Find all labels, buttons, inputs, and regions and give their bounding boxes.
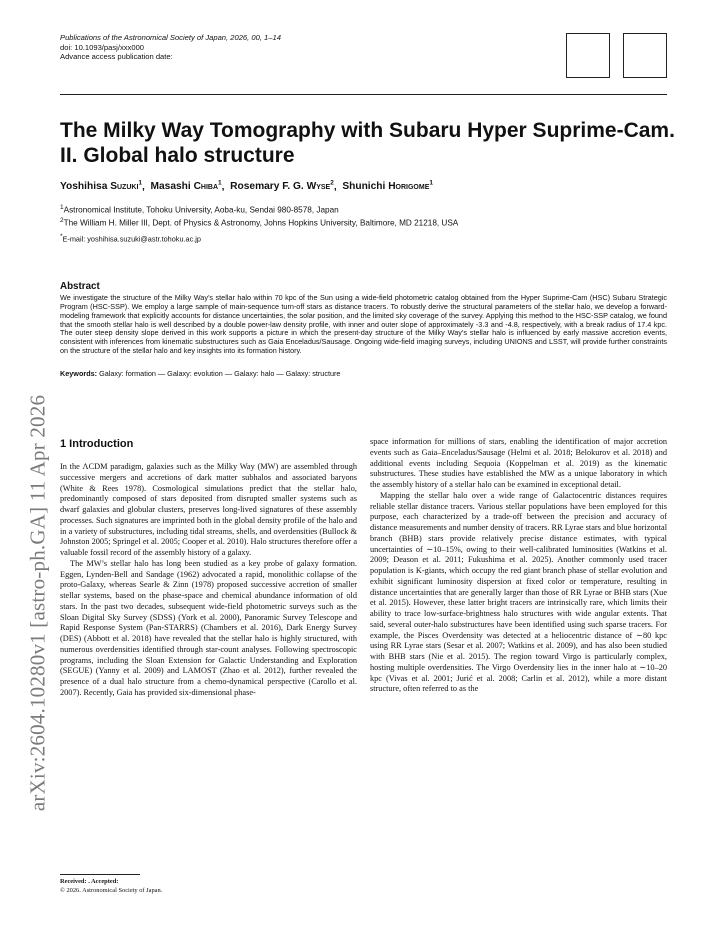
paragraph: In the ΛCDM paradigm, galaxies such as the Milky Way (MW) are assembled through successive mergers and accretions of dark matter subhalos and associated baryons (White & Rees 1978). Cosmological simulations predict that the stellar halo, predominantly composed of stars deposited from disrupted smaller systems such as dwarf galaxies and globular clusters, preserves long-lived signatures of these assembly processes. Such signatures are imprinted both in the global density profile of the halo and in a variety of substructures, including tidal streams, shells, and overdensities (Bullock & Johnston 2005; Springel et al. 2005; Cooper et al. 2010). Halo structures therefore offer a valuable fossil record of the assembly history of a galaxy. — [60, 462, 358, 557]
abstract-heading: Abstract — [60, 281, 100, 292]
footer-rule — [60, 874, 140, 875]
author: Masashi Chiba$^1$ — [150, 180, 222, 193]
header-rule — [60, 94, 667, 95]
right-column — [370, 437, 667, 695]
paragraph: Mapping the stellar halo over a wide range of Galactocentric distances requires reliable stellar distance tracers. Various stellar populations have been employed for this purpose, each characterized by a trade-off between the precision and accuracy of distance measurements and number density of tracers. RR Lyrae stars and blue horizontal branch (BHB) stars provide relatively precise distance estimates, with typical uncertainties of ∼10–15%, owing to their well-calibrated luminosities (Watkins et al. 2009; Deason et al. 2011; Fukushima et al. 2025). Another commonly used tracer population is K-giants, which occupy the red giant branch phase of stellar evolution and exhibit significant luminosity dispersion at fixed color or temperature, resulting in distance uncertainties that are generally larger than those of RR Lyrae or BHB stars (Xue et al. 2015). However, these latter bright tracers are intrinsically rare, which limits their ability to trace low-surface-brightness halo structures with wide angular extents. That said, several outer-halo substructures have been identified using such sparse tracers. For example, the Pisces Overdensity was detected at a heliocentric distance of ∼80 kpc using RR Lyrae stars (Sesar et al. 2007; Watkins et al. 2009), and has also been studied with BHB stars (Nie et al. 2015). The region toward Virgo is particularly complex, hosting multiple overdensities. The Virgo Overdensity lies in the inner halo at ∼10–20 kpc (Vivas et al. 2001; Jurić et al. 2008; Carlin et al. 2012), while a more distant structure, often referred to as the — [370, 490, 667, 694]
paper-title: The Milky Way Tomography with Subaru Hyper Suprime-Cam. II. Global halo structure — [60, 119, 675, 167]
corresponding-email: *E-mail: yoshihisa.suzuki@astr.tohoku.ac.jp — [60, 233, 201, 244]
author: Shunichi Horigome$^1$ — [342, 180, 434, 193]
author: Yoshihisa Suzuki$^1$ — [60, 180, 143, 193]
affiliation: $^1$Astronomical Institute, Tohoku University, Aoba-ku, Sendai 980-8578, Japan — [60, 204, 339, 215]
paragraph: space information for millions of stars, enabling the identification of major accretion events such as Gaia–Enceladus/Sausage (Helmi et al. 2018; Belokurov et al. 2018) and additional events including Sequoia (Koppelman et al. 2019) as the kinematic substructures. These studies have established the MW as a unique laboratory in which the assembly history of a stellar halo can be examined in exceptional detail. — [370, 437, 667, 489]
arxiv-stamp: arXiv:2604.10280v1 [astro-ph.GA] 11 Apr 2026 — [25, 394, 50, 812]
keywords: Keywords: Galaxy: formation — Galaxy: evolution — Galaxy: halo — Galaxy: structure — [60, 369, 341, 378]
author-list: Yoshihisa Suzuki$^1$, Masashi Chiba$^1$, Rosemary F. G. Wyse$^2$, Shunichi Horigome$^1$ — [60, 180, 434, 193]
journal-citation: Publications of the Astronomical Society of Japan, 2026, 00, 1–14 — [60, 33, 281, 42]
journal-logo-box-1 — [566, 33, 610, 78]
author: Rosemary F. G. Wyse$^2$ — [230, 180, 334, 193]
received-accepted: Received: . Accepted: — [60, 878, 119, 885]
affiliation: $^2$The William H. Miller III, Dept. of Physics & Astronomy, Johns Hopkins University, Baltimore, MD 21218, USA — [60, 217, 459, 229]
advance-access-date: Advance access publication date: — [60, 52, 173, 62]
section-title: 1 Introduction — [60, 438, 134, 450]
affiliations — [60, 203, 458, 230]
journal-header — [60, 33, 281, 62]
doi: doi: 10.1093/pasj/xxx000 — [60, 42, 145, 52]
journal-logo-box-2 — [623, 33, 667, 78]
copyright: © 2026. Astronomical Society of Japan. — [60, 887, 163, 894]
paragraph: The MW’s stellar halo has long been studied as a key probe of galaxy formation. Eggen, Lynden-Bell and Sandage (1962) advocated a rapid, monolithic collapse of the proto-Galaxy, whereas Searle & Zinn (1978) proposed successive accretion of smaller stellar systems, based on the phase-space and chemical abundance information of old stars. In the past two decades, subsequent wide-field photometric surveys such as the Sloan Digital Sky Survey (SDSS) (York et al. 2000), Panoramic Survey Telescope and Rapid Response System (Pan-STARRS) (Chambers et al. 2016), Dark Energy Survey (DES) (Abbott et al. 2018) have revealed that the stellar halo is highly structured, with numerous overdensities identified through star-count analyses. Following spectroscopic programs, including the Sloan Extension for Galactic Understanding and Exploration (SEGUE) (Yanny et al. 2009) and LAMOST (Zhao et al. 2012), further revealed the presence of a dual halo structure from a chemo-dynamical perspective (Carollo et al. 2007). Recently, Gaia has provided six-dimensional phase- — [60, 558, 357, 697]
footer — [60, 877, 162, 895]
abstract-text: We investigate the structure of the Milky Way’s stellar halo within 70 kpc of the Sun using a wide-field photometric catalog obtained from the Hyper Suprime-Cam (HSC) Subaru Strategic Program (HSC-SSP). We employ a large sample of main-sequence turn-off stars as distance tracers. To robustly derive the structural parameters of the stellar halo, we develop a forward-modeling framework that explicitly accounts for distance uncertainties, the solar position, and the limited sky coverage of the survey. Applying this method to the HSC-SSP catalog, we found that the smooth stellar halo is well described by a double power-law density profile, with inner and outer slope of approximately -3.3 and -4.8, respectively, with a break radius of 17.4 kpc. The outer steep density slope derived in this work supports a picture in which the present-day structure of the Milky Way’s stellar halo is influenced by early massive accretion events, consistent with inferences from kinematic substructures such as Gaia Enceladus/Sausage. Ongoing wide-field imaging surveys, including UNIONS and LSST, will provide further constraints on the structure of the stellar halo and key insights into its formation history. — [60, 293, 667, 356]
left-column — [60, 462, 357, 699]
